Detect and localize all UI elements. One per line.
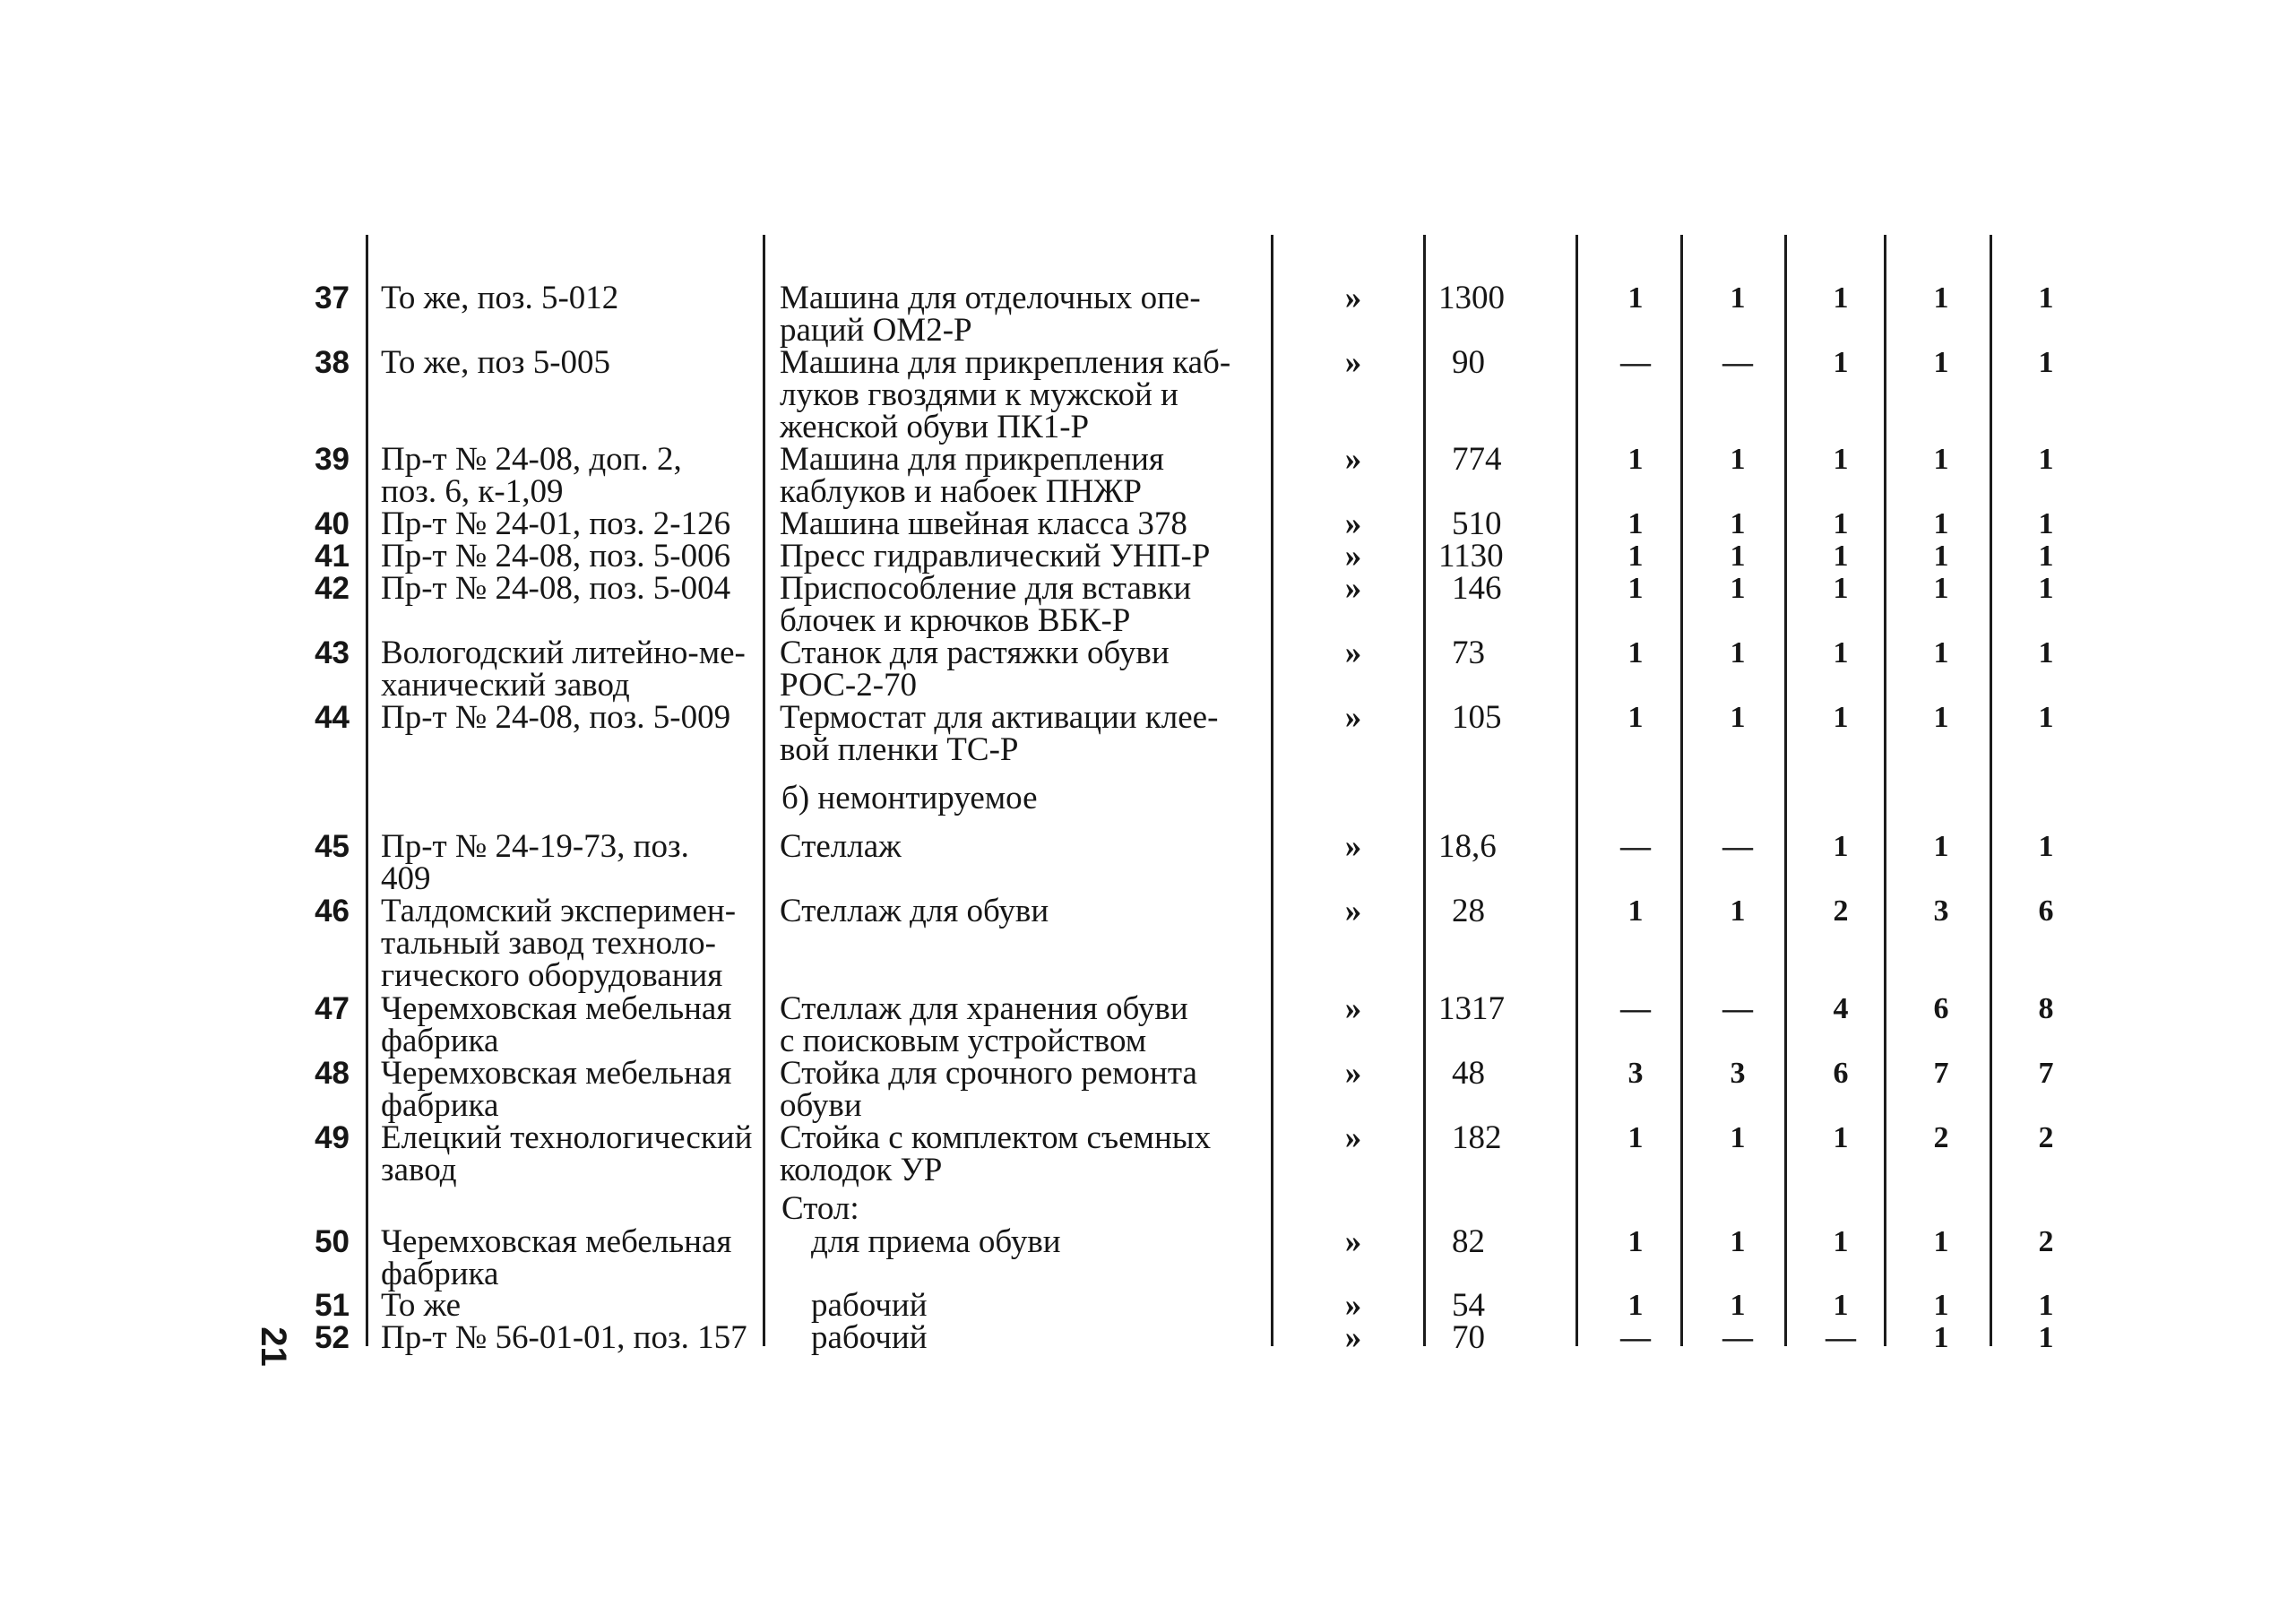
row-source: Пр-т № 24-01, поз. 2-126 — [381, 505, 731, 542]
column-rule — [1990, 235, 1992, 1346]
row-quantity: 1 — [1730, 1121, 1746, 1154]
row-unit: » — [1344, 344, 1362, 381]
row-quantity: 1 — [1933, 443, 1949, 476]
row-quantity: 1 — [1730, 281, 1746, 315]
row-quantity: 1 — [2038, 636, 2054, 669]
row-quantity: — — [1620, 830, 1651, 863]
row-price: 1317 — [1438, 990, 1505, 1027]
row-quantity: 6 — [2038, 894, 2054, 928]
row-number: 49 — [315, 1120, 350, 1155]
row-quantity: 7 — [1933, 1057, 1949, 1090]
row-quantity: — — [1620, 346, 1651, 379]
row-source: Вологодский литейно-ме- — [381, 635, 746, 671]
row-source: фабрика — [381, 1023, 499, 1059]
row-quantity: — — [1620, 1321, 1651, 1354]
column-rule — [1423, 235, 1426, 1346]
row-price: 1130 — [1438, 538, 1504, 574]
row-name: Стойка с комплектом съемных — [780, 1119, 1212, 1156]
row-quantity: — — [1722, 1321, 1753, 1354]
row-number: 52 — [315, 1320, 350, 1355]
row-number: 39 — [315, 442, 350, 477]
column-rule — [366, 235, 368, 1346]
row-quantity: 1 — [1730, 1225, 1746, 1258]
column-rule — [1575, 235, 1578, 1346]
row-quantity: 1 — [1833, 1225, 1849, 1258]
row-source: поз. 6, к-1,09 — [381, 473, 564, 510]
row-quantity: 4 — [1833, 992, 1849, 1025]
row-quantity: 1 — [2038, 540, 2054, 573]
row-quantity: 1 — [2038, 1321, 2054, 1354]
row-quantity: — — [1722, 346, 1753, 379]
row-name: Стеллаж — [780, 828, 902, 865]
row-quantity: 1 — [1730, 1289, 1746, 1322]
row-source: Пр-т № 24-08, доп. 2, — [381, 441, 682, 478]
row-quantity: — — [1722, 830, 1753, 863]
row-quantity: 1 — [1627, 1225, 1644, 1258]
row-unit: » — [1344, 280, 1362, 316]
row-source: Черемховская мебельная — [381, 990, 732, 1027]
row-name: РОС-2-70 — [780, 667, 918, 704]
row-price: 1300 — [1438, 280, 1505, 316]
row-name: Приспособление для вставки — [780, 570, 1192, 607]
row-number: 37 — [315, 281, 350, 315]
row-quantity: 1 — [1933, 507, 1949, 540]
row-quantity: 1 — [1933, 701, 1949, 734]
row-unit: » — [1344, 441, 1362, 478]
row-source: Елецкий технологический — [381, 1119, 753, 1156]
row-quantity: 1 — [1833, 346, 1849, 379]
row-quantity: 1 — [2038, 701, 2054, 734]
row-quantity: 1 — [1627, 1121, 1644, 1154]
row-name: Пресс гидравлический УНП-Р — [780, 538, 1211, 574]
row-quantity: 1 — [1627, 540, 1644, 573]
row-name: луков гвоздями к мужской и — [780, 376, 1178, 413]
row-quantity: 1 — [1627, 443, 1644, 476]
row-unit: » — [1344, 990, 1362, 1027]
row-quantity: 1 — [2038, 1289, 2054, 1322]
row-name: Стеллаж для хранения обуви — [780, 990, 1188, 1027]
row-name: для приема обуви — [811, 1223, 1061, 1260]
row-quantity: 1 — [2038, 346, 2054, 379]
row-price: 105 — [1452, 699, 1502, 736]
row-name: Машина швейная класса 378 — [780, 505, 1187, 542]
row-price: 73 — [1452, 635, 1485, 671]
row-name: рабочий — [811, 1319, 928, 1356]
row-name: каблуков и набоек ПНЖР — [780, 473, 1142, 510]
row-source: Пр-т № 56-01-01, поз. 157 — [381, 1319, 747, 1356]
row-price: 146 — [1452, 570, 1502, 607]
row-quantity: 1 — [1833, 636, 1849, 669]
page-number: 21 — [253, 1326, 293, 1367]
column-rule — [1884, 235, 1886, 1346]
row-quantity: 1 — [1833, 1121, 1849, 1154]
row-quantity: 1 — [1833, 701, 1849, 734]
row-quantity: 2 — [1933, 1121, 1949, 1154]
row-price: 18,6 — [1438, 828, 1497, 865]
row-name: колодок УР — [780, 1152, 943, 1188]
row-source: фабрика — [381, 1256, 499, 1292]
row-number: 43 — [315, 635, 350, 670]
column-rule — [763, 235, 765, 1346]
row-quantity: 1 — [1730, 507, 1746, 540]
column-rule — [1680, 235, 1683, 1346]
row-source: ханический завод — [381, 667, 630, 704]
row-name: Машина для прикрепления — [780, 441, 1164, 478]
row-unit: » — [1344, 538, 1362, 574]
row-quantity: 2 — [1833, 894, 1849, 928]
row-quantity: 1 — [1933, 1321, 1949, 1354]
column-rule — [1271, 235, 1273, 1346]
row-number: 47 — [315, 991, 350, 1026]
row-name: Машина для прикрепления каб- — [780, 344, 1231, 381]
row-name: рабочий — [811, 1287, 928, 1324]
row-number: 38 — [315, 345, 350, 380]
row-quantity: 1 — [2038, 830, 2054, 863]
row-quantity: 1 — [1627, 572, 1644, 605]
row-quantity: 1 — [2038, 572, 2054, 605]
row-number: 48 — [315, 1056, 350, 1091]
row-quantity: 1 — [1627, 894, 1644, 928]
row-source: То же, поз. 5-012 — [381, 280, 619, 316]
row-number: 50 — [315, 1224, 350, 1259]
row-quantity: 1 — [1627, 507, 1644, 540]
row-number: 41 — [315, 539, 350, 574]
row-quantity: 1 — [1833, 830, 1849, 863]
row-price: 28 — [1452, 893, 1485, 929]
row-quantity: 1 — [1730, 540, 1746, 573]
row-source: Черемховская мебельная — [381, 1223, 732, 1260]
row-quantity: 1 — [2038, 443, 2054, 476]
row-number: 45 — [315, 829, 350, 864]
row-name: блочек и крючков ВБК-Р — [780, 602, 1131, 639]
row-unit: » — [1344, 1119, 1362, 1156]
row-quantity: 1 — [1730, 701, 1746, 734]
row-quantity: — — [1620, 992, 1651, 1025]
row-quantity: 3 — [1933, 894, 1949, 928]
row-quantity: 2 — [2038, 1225, 2054, 1258]
row-source: завод — [381, 1152, 457, 1188]
row-quantity: 1 — [1730, 894, 1746, 928]
row-source: гического оборудования — [381, 957, 723, 994]
row-unit: » — [1344, 1223, 1362, 1260]
row-unit: » — [1344, 893, 1362, 929]
row-quantity: 1 — [1627, 701, 1644, 734]
row-price: 54 — [1452, 1287, 1485, 1324]
row-unit: » — [1344, 505, 1362, 542]
row-quantity: 1 — [1730, 636, 1746, 669]
row-quantity: 1 — [1627, 281, 1644, 315]
row-price: 510 — [1452, 505, 1502, 542]
row-quantity: 1 — [1933, 1225, 1949, 1258]
row-name: вой пленки ТС-Р — [780, 731, 1019, 768]
row-name: женской обуви ПК1-Р — [780, 409, 1090, 445]
row-quantity: 8 — [2038, 992, 2054, 1025]
row-number: 42 — [315, 571, 350, 606]
row-quantity: 1 — [1833, 1289, 1849, 1322]
row-quantity: 1 — [1933, 281, 1949, 315]
row-source: Черемховская мебельная — [381, 1055, 732, 1092]
row-price: 182 — [1452, 1119, 1502, 1156]
section-label: б) немонтируемое — [781, 780, 1038, 816]
row-source: фабрика — [381, 1087, 499, 1124]
row-quantity: 6 — [1933, 992, 1949, 1025]
row-name: Стеллаж для обуви — [780, 893, 1049, 929]
row-price: 48 — [1452, 1055, 1485, 1092]
row-quantity: 1 — [1933, 1289, 1949, 1322]
row-number: 51 — [315, 1288, 350, 1323]
row-quantity: 1 — [1833, 281, 1849, 315]
table-label: Стол: — [781, 1190, 859, 1227]
row-number: 46 — [315, 894, 350, 929]
row-price: 90 — [1452, 344, 1485, 381]
row-source: Пр-т № 24-08, поз. 5-004 — [381, 570, 731, 607]
row-quantity: 1 — [1730, 443, 1746, 476]
row-quantity: 1 — [2038, 507, 2054, 540]
column-rule — [1784, 235, 1787, 1346]
row-unit: » — [1344, 1055, 1362, 1092]
row-quantity: 1 — [1833, 507, 1849, 540]
row-source: Талдомский эксперимен- — [381, 893, 737, 929]
row-unit: » — [1344, 635, 1362, 671]
row-quantity: 1 — [1933, 636, 1949, 669]
row-quantity: 1 — [2038, 281, 2054, 315]
row-quantity: 1 — [1833, 572, 1849, 605]
row-quantity: 1 — [1933, 540, 1949, 573]
row-name: Термостат для активации клее- — [780, 699, 1219, 736]
row-name: Станок для растяжки обуви — [780, 635, 1170, 671]
row-source: 409 — [381, 860, 431, 897]
row-price: 774 — [1452, 441, 1502, 478]
row-quantity: 3 — [1730, 1057, 1746, 1090]
row-source: То же — [381, 1287, 462, 1324]
row-source: Пр-т № 24-19-73, поз. — [381, 828, 689, 865]
row-unit: » — [1344, 1319, 1362, 1356]
row-name: обуви — [780, 1087, 862, 1124]
row-name: Машина для отделочных опе- — [780, 280, 1201, 316]
row-quantity: 7 — [2038, 1057, 2054, 1090]
row-number: 44 — [315, 700, 350, 735]
row-quantity: 3 — [1627, 1057, 1644, 1090]
row-name: раций ОМ2-Р — [780, 312, 972, 349]
row-name: Стойка для срочного ремонта — [780, 1055, 1197, 1092]
row-unit: » — [1344, 570, 1362, 607]
row-source: Пр-т № 24-08, поз. 5-006 — [381, 538, 731, 574]
row-quantity: 1 — [1933, 346, 1949, 379]
row-quantity: 1 — [1730, 572, 1746, 605]
row-quantity: 1 — [1627, 1289, 1644, 1322]
row-quantity: 1 — [1933, 572, 1949, 605]
row-quantity: 1 — [1833, 540, 1849, 573]
row-quantity: — — [1722, 992, 1753, 1025]
row-unit: » — [1344, 699, 1362, 736]
row-quantity: — — [1826, 1321, 1856, 1354]
row-quantity: 1 — [1627, 636, 1644, 669]
row-unit: » — [1344, 828, 1362, 865]
row-source: тальный завод техноло- — [381, 925, 716, 962]
row-source: То же, поз 5-005 — [381, 344, 611, 381]
row-quantity: 6 — [1833, 1057, 1849, 1090]
row-quantity: 1 — [1933, 830, 1949, 863]
row-quantity: 2 — [2038, 1121, 2054, 1154]
row-price: 82 — [1452, 1223, 1485, 1260]
row-quantity: 1 — [1833, 443, 1849, 476]
row-unit: » — [1344, 1287, 1362, 1324]
row-name: с поисковым устройством — [780, 1023, 1147, 1059]
row-source: Пр-т № 24-08, поз. 5-009 — [381, 699, 731, 736]
row-number: 40 — [315, 506, 350, 541]
row-price: 70 — [1452, 1319, 1485, 1356]
